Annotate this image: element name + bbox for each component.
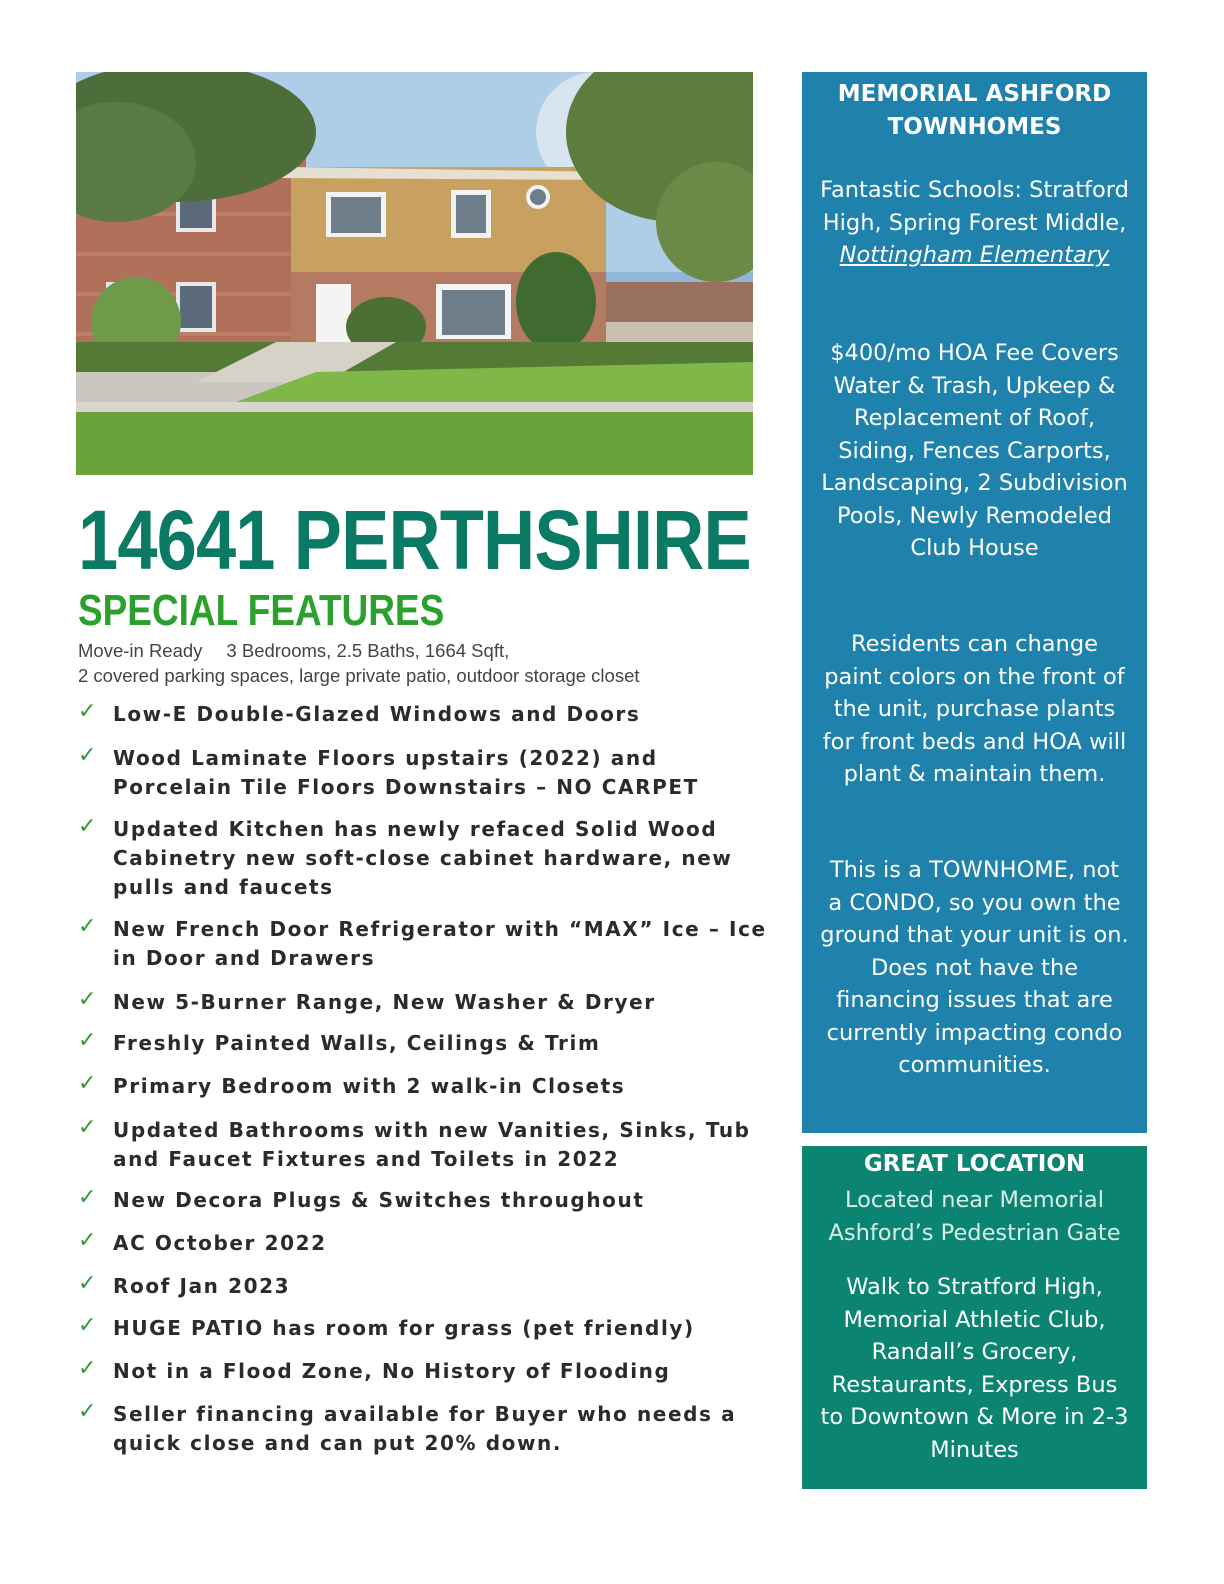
check-icon: ✓ <box>78 699 97 724</box>
location-panel <box>802 1146 1147 1489</box>
pedestrian-gate-text: Located near Memorial Ashford’s Pedestrian Gate <box>828 1187 1121 1246</box>
check-icon: ✓ <box>78 1028 97 1053</box>
parking-patio: 2 covered parking spaces, large private patio, outdoor storage closet <box>78 665 640 686</box>
check-icon: ✓ <box>78 1071 97 1096</box>
feature-text: Updated Bathrooms with new Vanities, Sinks, Tub and Faucet Fixtures and Toilets in 2022 <box>113 1118 751 1171</box>
feature-text: Wood Laminate Floors upstairs (2022) and Porcelain Tile Floors Downstairs – NO CARPET <box>113 746 699 799</box>
feature-text: AC October 2022 <box>113 1231 327 1255</box>
check-icon: ✓ <box>78 743 97 768</box>
check-icon: ✓ <box>78 987 97 1012</box>
nottingham-elementary-link[interactable]: Nottingham Elementary <box>839 242 1110 268</box>
feature-text: New Decora Plugs & Switches throughout <box>113 1188 645 1212</box>
community-info-panel <box>802 72 1147 1133</box>
feature-text: Roof Jan 2023 <box>113 1274 291 1298</box>
check-icon: ✓ <box>78 914 97 939</box>
schools-text <box>820 174 1129 272</box>
community-heading: MEMORIAL ASHFORD TOWNHOMES <box>837 81 1112 140</box>
feature-text: New 5-Burner Range, New Washer & Dryer <box>113 990 656 1014</box>
feature-text: Freshly Painted Walls, Ceilings & Trim <box>113 1031 601 1055</box>
feature-text: Low-E Double-Glazed Windows and Doors <box>113 702 641 726</box>
schools-list: Fantastic Schools: Stratford High, Spring Forest Middle, <box>820 177 1129 236</box>
residents-text: Residents can change paint colors on the front of the unit, purchase plants for front beds and HOA will plant & maintain them. <box>822 631 1127 787</box>
check-icon: ✓ <box>78 1399 97 1424</box>
check-icon: ✓ <box>78 1271 97 1296</box>
feature-text: Updated Kitchen has newly refaced Solid Wood Cabinetry new soft-close cabinet hardware, new pulls and faucets <box>113 817 733 899</box>
feature-text: Seller financing available for Buyer who needs a quick close and can put 20% down. <box>113 1402 737 1455</box>
property-title: 14641 PERTHSHIRE <box>78 493 751 587</box>
special-features-heading: SPECIAL FEATURES <box>78 586 445 635</box>
feature-text: Primary Bedroom with 2 walk-in Closets <box>113 1074 626 1098</box>
check-icon: ✓ <box>78 1185 97 1210</box>
townhome-photo <box>76 72 753 475</box>
bed-bath-sqft: 3 Bedrooms, 2.5 Baths, 1664 Sqft, <box>226 640 510 661</box>
check-icon: ✓ <box>78 1313 97 1338</box>
hoa-fee-text: $400/mo HOA Fee Covers Water & Trash, Upkeep & Replacement of Roof, Siding, Fences Carports, Landscaping, 2 Subdivision Pools, Newly Remodeled Club House <box>821 340 1128 561</box>
walk-to-text: Walk to Stratford High, Memorial Athletic Club, Randall’s Grocery, Restaurants, Express Bus to Downtown & More in 2-3 Minutes <box>820 1274 1129 1463</box>
feature-text: Not in a Flood Zone, No History of Flooding <box>113 1359 671 1383</box>
check-icon: ✓ <box>78 1115 97 1140</box>
check-icon: ✓ <box>78 1356 97 1381</box>
move-in-ready: Move-in Ready <box>78 640 203 661</box>
check-icon: ✓ <box>78 814 97 839</box>
townhome-text: This is a TOWNHOME, not a CONDO, so you own the ground that your unit is on. Does not have the financing issues that are currently impacting condo communities. <box>820 857 1129 1078</box>
intro-summary <box>78 638 778 688</box>
check-icon: ✓ <box>78 1228 97 1253</box>
feature-text: HUGE PATIO has room for grass (pet friendly) <box>113 1316 695 1340</box>
feature-text: New French Door Refrigerator with “MAX” Ice – Ice in Door and Drawers <box>113 917 767 970</box>
location-heading: GREAT LOCATION <box>863 1151 1086 1177</box>
